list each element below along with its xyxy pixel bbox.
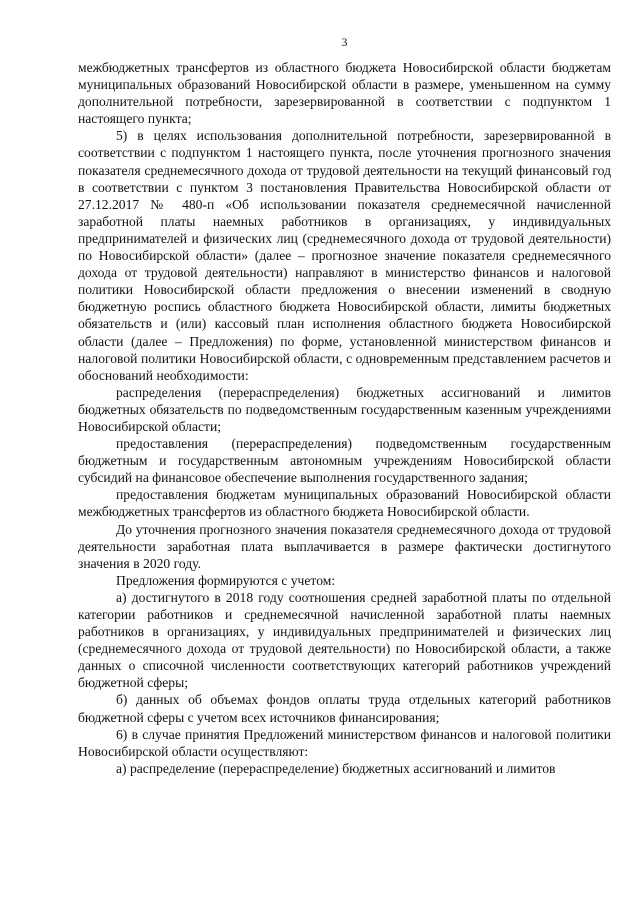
- paragraph-item-6a: а) распределение (перераспределение) бюджетных ассигнований и лимитов: [116, 760, 556, 776]
- paragraph-transfers: предоставления бюджетам муниципальных образований Новосибирской области межбюджетных трансфертов из областного бюджета Новосибирской области.: [78, 487, 611, 520]
- paragraph-continuation: межбюджетных трансфертов из областного бюджета Новосибирской области бюджетам муниципальных образований Новосибирской области в размере, уменьшенном на сумму дополнительной потребности, зарезервированной в соответствии с подпунктом 1 настоящего пункта;: [78, 60, 611, 127]
- paragraph-salary-until-update: До уточнения прогнозного значения показателя среднемесячного дохода от трудовой деятельности заработная плата выплачивается в размере фактически достигнутого значения в 2020 году.: [78, 521, 611, 571]
- paragraph-allocation: распределения (перераспределения) бюджетных ассигнований и лимитов бюджетных обязательств по подведомственным государственным казенным учреждениями Новосибирской области;: [78, 384, 611, 434]
- paragraph-item-5: 5) в целях использования дополнительной потребности, зарезервированной в соответствии с подпунктом 1 настоящего пункта, после уточнения прогнозного значения показателя среднемесячного дохода от трудовой деятельности на текущий финансовый год в соответствии с пунктом 3 постановления Правительства Новосибирской области от 27.12.2017 № 480-п «Об использовании показателя среднемесячной начисленной заработной платы наемных работников в организациях, у индивидуальных предпринимателей и физических лиц (среднемесячного дохода от трудовой деятельности) по Новосибирской области» (далее – прогнозное значение показателя среднемесячного дохода от трудовой деятельности) направляют в министерство финансов и налоговой политики Новосибирской области предложения о внесении изменений в сводную бюджетную роспись областного бюджета Новосибирской области, лимиты бюджетных обязательств и (или) кассовый план исполнения областного бюджета Новосибирской области (далее – Предложения) по форме, установленной министерством финансов и налоговой политики Новосибирской области, с одновременным представлением расчетов и обоснований необходимости:: [78, 128, 611, 383]
- paragraph-item-6: 6) в случае принятия Предложений министерством финансов и налоговой политики Новосибирской области осуществляют:: [78, 726, 611, 759]
- paragraph-proposals-formed: Предложения формируются с учетом:: [116, 572, 336, 588]
- paragraph-item-b: б) данных об объемах фондов оплаты труда отдельных категорий работников бюджетной сферы с учетом всех источников финансирования;: [78, 692, 611, 725]
- paragraph-item-a: а) достигнутого в 2018 году соотношения средней заработной платы по отдельной категории работников и среднемесячной начисленной заработной платы наемных работников в организациях, у индивидуальных предпринимателей и физических лиц (среднемесячного дохода от трудовой деятельности) по Новосибирской области, а также данных о списочной численности соответствующих категорий работников учреждений бюджетной сферы;: [78, 589, 611, 691]
- page-number: 3: [341, 37, 348, 49]
- document-page: [78, 36, 611, 777]
- paragraph-subsidies: предоставления (перераспределения) подведомственным государственным бюджетным и государственным автономным учреждениям Новосибирской области субсидий на финансовое обеспечение выполнения государственного задания;: [78, 436, 611, 486]
